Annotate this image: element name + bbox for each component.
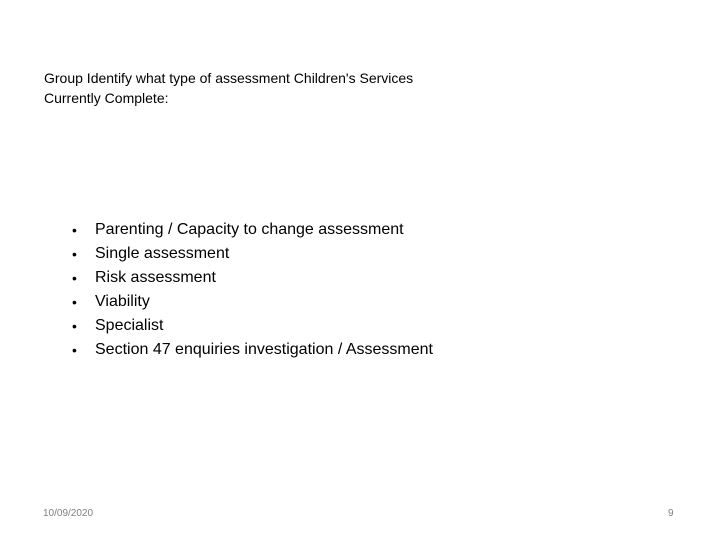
slide-heading xyxy=(44,68,564,108)
bullet-icon: • xyxy=(72,318,77,334)
footer-date: 10/09/2020 xyxy=(43,508,94,519)
list-item-text: Viability xyxy=(95,293,150,310)
bullet-icon: • xyxy=(72,342,77,358)
list-item-text: Single assessment xyxy=(95,245,230,262)
bullet-icon: • xyxy=(72,222,77,238)
list-item-text: Parenting / Capacity to change assessment xyxy=(95,221,404,238)
list-item-text: Section 47 enquiries investigation / Assessment xyxy=(95,341,433,358)
page-number: 9 xyxy=(668,508,674,519)
heading-line-1: Group Identify what type of assessment Children's Services xyxy=(44,70,414,86)
bullet-icon: • xyxy=(72,270,77,286)
heading-line-2: Currently Complete: xyxy=(44,90,169,106)
list-item-text: Risk assessment xyxy=(95,269,216,286)
bullet-icon: • xyxy=(72,294,77,310)
list-item-text: Specialist xyxy=(95,317,164,334)
bullet-icon: • xyxy=(72,246,77,262)
